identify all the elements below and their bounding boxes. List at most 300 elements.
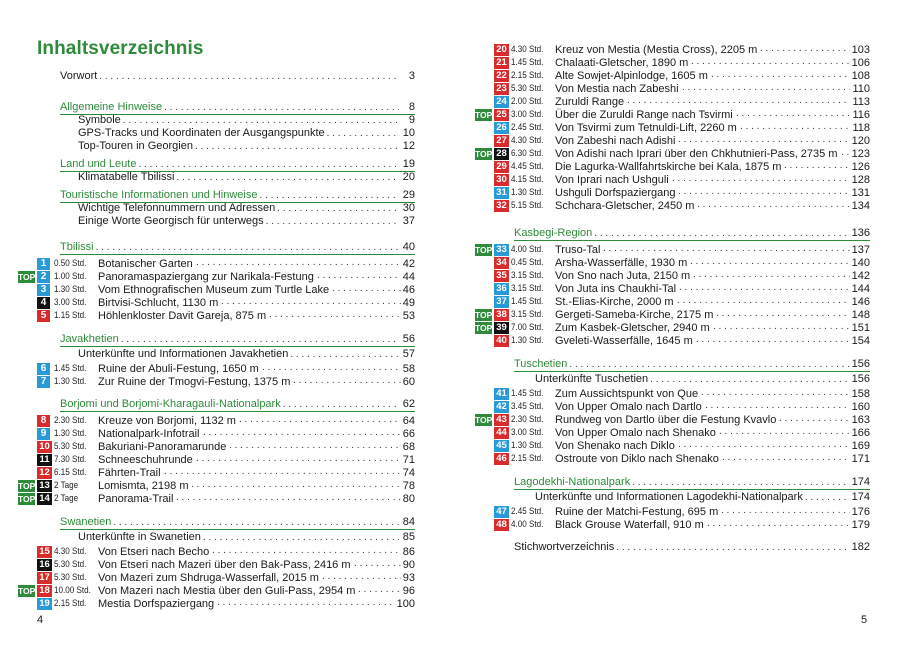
tour-number-badge: 37 bbox=[494, 296, 509, 308]
page-ref: 174 bbox=[851, 476, 870, 488]
tour-number-badge: 18 bbox=[37, 585, 52, 597]
tour-number-badge: 25 bbox=[494, 109, 509, 121]
leader-dots bbox=[96, 241, 399, 254]
leader-dots bbox=[779, 413, 850, 426]
tour-number-badge: 33 bbox=[494, 244, 509, 256]
tour-title: Von Etseri nach Mazeri über den Bak-Pass, 2416 m bbox=[98, 559, 351, 571]
tour-duration: 3.15 Std. bbox=[511, 270, 544, 281]
section-heading bbox=[514, 227, 870, 240]
toc-entry bbox=[535, 491, 870, 504]
leader-dots bbox=[677, 295, 850, 308]
tour-number-badge: 34 bbox=[494, 257, 509, 269]
toc-entry bbox=[78, 127, 415, 140]
tour-number-badge: 13 bbox=[37, 480, 52, 492]
tour-title: Gergeti-Sameba-Kirche, 2175 m bbox=[555, 309, 714, 321]
leader-dots bbox=[711, 69, 850, 82]
page-ref: 44 bbox=[402, 271, 415, 283]
tour-title: Von Upper Omalo nach Shenako bbox=[555, 427, 716, 439]
page-ref: 163 bbox=[851, 414, 870, 426]
section-title: Swanetien bbox=[60, 516, 112, 528]
page-ref: 148 bbox=[851, 309, 870, 321]
entry-title: Unterkünfte Tuschetien bbox=[535, 373, 649, 385]
tour-title: Nationalpark-Infotrail bbox=[98, 428, 200, 440]
section-heading bbox=[60, 158, 415, 171]
tour-duration: 2.15 Std. bbox=[511, 70, 544, 81]
leader-dots bbox=[679, 282, 850, 295]
page-ref: 126 bbox=[851, 161, 870, 173]
page-ref: 103 bbox=[851, 44, 870, 56]
tour-title: Zum Aussichtspunkt von Que bbox=[555, 388, 699, 400]
tour-duration: 2.45 Std. bbox=[511, 506, 544, 517]
section-heading bbox=[60, 333, 415, 346]
entry-title: Unterkünfte in Swanetien bbox=[78, 531, 201, 543]
tour-title: Vom Ethnografischen Museum zum Turtle Lake bbox=[98, 284, 330, 296]
tour-duration: 3.00 Std. bbox=[54, 297, 87, 308]
page-ref: 116 bbox=[852, 109, 870, 121]
tour-duration: 2.30 Std. bbox=[54, 415, 87, 426]
leader-dots bbox=[121, 333, 399, 346]
leader-dots bbox=[696, 334, 850, 347]
tour-number-badge: 17 bbox=[37, 572, 52, 584]
entry-title: Unterkünfte und Informationen Javakhetien bbox=[78, 348, 289, 360]
toc-title: Inhaltsverzeichnis bbox=[37, 38, 204, 59]
tour-title: Ostroute von Diklo nach Shenako bbox=[555, 453, 719, 465]
tour-number-badge: 16 bbox=[37, 559, 52, 571]
leader-dots bbox=[603, 243, 850, 256]
tour-entry bbox=[454, 200, 909, 213]
tour-number-badge: 44 bbox=[494, 427, 509, 439]
entry-title: Symbole bbox=[78, 114, 121, 126]
entry-title: Wichtige Telefonnummern und Adressen bbox=[78, 202, 276, 214]
tour-title: Schchara-Gletscher, 2450 m bbox=[555, 200, 695, 212]
top-tour-badge: TOP bbox=[18, 272, 36, 282]
tour-title: Von Upper Omalo nach Dartlo bbox=[555, 401, 702, 413]
tour-number-badge: 43 bbox=[494, 414, 509, 426]
section-heading bbox=[60, 516, 415, 529]
tour-number-badge: 1 bbox=[37, 258, 50, 270]
page-ref: 108 bbox=[851, 70, 870, 82]
leader-dots bbox=[736, 108, 850, 121]
toc-entry bbox=[514, 541, 870, 554]
page-number-right: 5 bbox=[861, 614, 868, 626]
page-ref: 37 bbox=[402, 215, 415, 227]
tour-number-badge: 21 bbox=[494, 57, 509, 69]
page-ref: 90 bbox=[402, 559, 415, 571]
tour-number-badge: 15 bbox=[37, 546, 52, 558]
tour-duration: 4.30 Std. bbox=[511, 44, 544, 55]
tour-duration: 1.45 Std. bbox=[511, 57, 544, 68]
tour-duration: 10.00 Std. bbox=[54, 585, 91, 596]
entry-title: Top-Touren in Georgien bbox=[78, 140, 193, 152]
tour-entry bbox=[454, 519, 909, 532]
tour-number-badge: 5 bbox=[37, 310, 50, 322]
toc-entry bbox=[78, 531, 415, 544]
leader-dots bbox=[260, 189, 400, 202]
tour-number-badge: 23 bbox=[494, 83, 509, 95]
tour-number-badge: 40 bbox=[494, 335, 509, 347]
section-title: Tuschetien bbox=[514, 358, 568, 370]
tour-title: Schneeschuhrunde bbox=[98, 454, 193, 466]
leader-dots bbox=[358, 584, 401, 597]
tour-duration: 4.30 Std. bbox=[511, 135, 544, 146]
tour-duration: 3.00 Std. bbox=[511, 109, 544, 120]
page-ref: 146 bbox=[851, 296, 870, 308]
tour-duration: 4.00 Std. bbox=[511, 244, 544, 255]
tour-duration: 3.15 Std. bbox=[511, 283, 544, 294]
page-ref: 120 bbox=[851, 135, 870, 147]
page-ref: 78 bbox=[402, 480, 415, 492]
tour-title: Kreuze von Borjomi, 1132 m bbox=[98, 415, 236, 427]
toc-entry bbox=[78, 348, 415, 361]
page-ref: 53 bbox=[402, 310, 415, 322]
section-title: Tbilissi bbox=[60, 241, 94, 253]
tour-duration: 2 Tage bbox=[54, 480, 79, 491]
tour-duration: 2.45 Std. bbox=[511, 122, 544, 133]
section-heading bbox=[514, 476, 870, 489]
tour-number-badge: 28 bbox=[494, 148, 509, 160]
leader-dots bbox=[138, 158, 399, 171]
tour-duration: 7.00 Std. bbox=[511, 322, 544, 333]
page-ref: 8 bbox=[408, 101, 415, 113]
page-ref: 20 bbox=[402, 171, 415, 183]
tour-title: Mestia Dorfspaziergang bbox=[98, 598, 215, 610]
page-ref: 110 bbox=[852, 83, 870, 95]
top-tour-badge: TOP bbox=[475, 110, 493, 120]
tour-duration: 1.30 Std. bbox=[54, 284, 87, 295]
tour-entry bbox=[454, 453, 909, 466]
page-ref: 71 bbox=[402, 454, 415, 466]
tour-title: Panoramaspaziergang zur Narikala-Festung bbox=[98, 271, 314, 283]
tour-title: Kreuz von Mestia (Mestia Cross), 2205 m bbox=[555, 44, 758, 56]
leader-dots bbox=[672, 173, 850, 186]
page-ref: 49 bbox=[402, 297, 415, 309]
leader-dots bbox=[283, 398, 399, 411]
leader-dots bbox=[239, 414, 401, 427]
leader-dots bbox=[290, 348, 399, 361]
leader-dots bbox=[164, 101, 399, 114]
tour-title: Panorama-Trail bbox=[98, 493, 174, 505]
page-ref: 42 bbox=[402, 258, 415, 270]
page-ref: 80 bbox=[402, 493, 415, 505]
tour-entry bbox=[0, 493, 454, 506]
section-title: Land und Leute bbox=[60, 158, 137, 170]
tour-duration: 1.30 Std. bbox=[54, 376, 87, 387]
leader-dots bbox=[266, 215, 399, 228]
page-ref: 85 bbox=[402, 531, 415, 543]
tour-number-badge: 19 bbox=[37, 598, 52, 610]
tour-duration: 1.45 Std. bbox=[511, 296, 544, 307]
tour-number-badge: 38 bbox=[494, 309, 509, 321]
tour-title: Birtvisi-Schlucht, 1130 m bbox=[98, 297, 219, 309]
entry-title: Vorwort bbox=[60, 70, 98, 82]
section-underline bbox=[60, 529, 415, 530]
tour-number-badge: 48 bbox=[494, 519, 509, 531]
tour-title: Ushguli Dorfspaziergang bbox=[555, 187, 676, 199]
tour-duration: 6.30 Std. bbox=[511, 148, 544, 159]
tour-title: Truso-Tal bbox=[555, 244, 601, 256]
section-title: Allgemeine Hinweise bbox=[60, 101, 163, 113]
tour-title: Von Iprari nach Ushguli bbox=[555, 174, 669, 186]
page-ref: 134 bbox=[851, 200, 870, 212]
tour-entry bbox=[454, 335, 909, 348]
tour-number-badge: 30 bbox=[494, 174, 509, 186]
leader-dots bbox=[701, 387, 850, 400]
page-ref: 156 bbox=[851, 373, 870, 385]
page-ref: 58 bbox=[402, 363, 415, 375]
page-ref: 12 bbox=[402, 140, 415, 152]
leader-dots bbox=[693, 269, 850, 282]
toc-entry bbox=[78, 202, 415, 215]
leader-dots bbox=[332, 283, 401, 296]
tour-title: Alte Sowjet-Alpinlodge, 1605 m bbox=[555, 70, 708, 82]
tour-duration: 2.15 Std. bbox=[54, 598, 87, 609]
page-ref: 123 bbox=[851, 148, 870, 160]
leader-dots bbox=[716, 308, 850, 321]
page-ref: 100 bbox=[396, 598, 415, 610]
tour-entry bbox=[0, 376, 454, 389]
top-tour-badge: TOP bbox=[475, 245, 493, 255]
section-heading bbox=[60, 241, 415, 254]
page-ref: 66 bbox=[402, 428, 415, 440]
page-ref: 131 bbox=[851, 187, 870, 199]
tour-title: Zuruldi Range bbox=[555, 96, 625, 108]
page-ref: 142 bbox=[851, 270, 870, 282]
tour-duration: 2.00 Std. bbox=[511, 96, 544, 107]
tour-title: Bakuriani-Panoramarunde bbox=[98, 441, 227, 453]
tour-duration: 2 Tage bbox=[54, 493, 79, 504]
page-ref: 68 bbox=[402, 441, 415, 453]
leader-dots bbox=[678, 134, 850, 147]
leader-dots bbox=[262, 362, 401, 375]
tour-title: Chalaati-Gletscher, 1890 m bbox=[555, 57, 689, 69]
leader-dots bbox=[229, 440, 401, 453]
page-ref: 74 bbox=[402, 467, 415, 479]
leader-dots bbox=[123, 114, 399, 127]
tour-duration: 4.15 Std. bbox=[511, 174, 544, 185]
page-ref: 166 bbox=[851, 427, 870, 439]
tour-title: Von Adishi nach Iprari über den Chkhutnieri-Pass, 2735 m bbox=[555, 148, 838, 160]
tour-title: Arsha-Wasserfälle, 1930 m bbox=[555, 257, 688, 269]
leader-dots bbox=[99, 70, 399, 83]
page-ref: 179 bbox=[851, 519, 870, 531]
leader-dots bbox=[196, 257, 401, 270]
tour-number-badge: 27 bbox=[494, 135, 509, 147]
tour-number-badge: 12 bbox=[37, 467, 52, 479]
page-ref: 113 bbox=[852, 96, 870, 108]
tour-duration: 1.15 Std. bbox=[54, 310, 87, 321]
leader-dots bbox=[740, 121, 850, 134]
page-ref: 64 bbox=[402, 415, 415, 427]
toc-entry bbox=[60, 70, 415, 83]
tour-number-badge: 35 bbox=[494, 270, 509, 282]
top-tour-badge: TOP bbox=[18, 481, 36, 491]
top-tour-badge: TOP bbox=[18, 494, 36, 504]
tour-duration: 5.30 Std. bbox=[54, 572, 87, 583]
tour-number-badge: 31 bbox=[494, 187, 509, 199]
leader-dots bbox=[722, 452, 850, 465]
leader-dots bbox=[713, 321, 850, 334]
page-ref: 144 bbox=[851, 283, 870, 295]
leader-dots bbox=[627, 95, 850, 108]
leader-dots bbox=[841, 147, 850, 160]
tour-number-badge: 39 bbox=[494, 322, 509, 334]
page-ref: 174 bbox=[851, 491, 870, 503]
tour-duration: 3.00 Std. bbox=[511, 427, 544, 438]
tour-duration: 4.30 Std. bbox=[54, 546, 87, 557]
tour-title: Von Mazeri zum Shdruga-Wasserfall, 2015 m bbox=[98, 572, 319, 584]
page-ref: 137 bbox=[851, 244, 870, 256]
tour-duration: 2.30 Std. bbox=[511, 414, 544, 425]
leader-dots bbox=[269, 309, 401, 322]
leader-dots bbox=[691, 56, 850, 69]
leader-dots bbox=[317, 270, 401, 283]
tour-number-badge: 46 bbox=[494, 453, 509, 465]
tour-title: Von Tsvirmi zum Tetnuldi-Lift, 2260 m bbox=[555, 122, 737, 134]
entry-title: GPS-Tracks und Koordinaten der Ausgangspunkte bbox=[78, 127, 325, 139]
leader-dots bbox=[632, 476, 849, 489]
tour-duration: 1.30 Std. bbox=[511, 187, 544, 198]
tour-number-badge: 20 bbox=[494, 44, 509, 56]
tour-duration: 2.15 Std. bbox=[511, 453, 544, 464]
page-ref: 140 bbox=[851, 257, 870, 269]
leader-dots bbox=[719, 426, 850, 439]
page-ref: 40 bbox=[402, 241, 415, 253]
section-underline bbox=[60, 411, 415, 412]
page-ref: 171 bbox=[851, 453, 870, 465]
leader-dots bbox=[594, 227, 849, 240]
tour-number-badge: 29 bbox=[494, 161, 509, 173]
page-number-left: 4 bbox=[37, 614, 44, 626]
page-ref: 176 bbox=[851, 506, 870, 518]
leader-dots bbox=[705, 400, 850, 413]
leader-dots bbox=[176, 492, 401, 505]
tour-title: Rundweg von Dartlo über die Festung Kvavlo bbox=[555, 414, 777, 426]
page-ref: 46 bbox=[402, 284, 415, 296]
leader-dots bbox=[191, 479, 401, 492]
page-ref: 56 bbox=[402, 333, 415, 345]
page-ref: 84 bbox=[402, 516, 415, 528]
tour-title: Von Sno nach Juta, 2150 m bbox=[555, 270, 691, 282]
tour-number-badge: 36 bbox=[494, 283, 509, 295]
leader-dots bbox=[322, 571, 401, 584]
tour-title: Von Zabeshi nach Adishi bbox=[555, 135, 676, 147]
leader-dots bbox=[569, 358, 849, 371]
section-underline bbox=[514, 240, 870, 241]
section-title: Javakhetien bbox=[60, 333, 119, 345]
tour-number-badge: 9 bbox=[37, 428, 50, 440]
tour-title: Botanischer Garten bbox=[98, 258, 193, 270]
leader-dots bbox=[616, 541, 849, 554]
tour-duration: 5.30 Std. bbox=[511, 83, 544, 94]
section-heading bbox=[514, 358, 870, 371]
leader-dots bbox=[760, 43, 850, 56]
tour-number-badge: 45 bbox=[494, 440, 509, 452]
page-ref: 9 bbox=[408, 114, 415, 126]
top-tour-badge: TOP bbox=[475, 310, 493, 320]
leader-dots bbox=[164, 466, 401, 479]
page-ref: 106 bbox=[851, 57, 870, 69]
toc-entry bbox=[78, 215, 415, 228]
page-ref: 60 bbox=[402, 376, 415, 388]
tour-number-badge: 3 bbox=[37, 284, 50, 296]
tour-number-badge: 24 bbox=[494, 96, 509, 108]
leader-dots bbox=[784, 160, 850, 173]
page-ref: 86 bbox=[402, 546, 415, 558]
toc-entry bbox=[78, 114, 415, 127]
leader-dots bbox=[203, 531, 399, 544]
page-ref: 160 bbox=[851, 401, 870, 413]
tour-title: Von Juta ins Chaukhi-Tal bbox=[555, 283, 677, 295]
tour-duration: 1.30 Std. bbox=[54, 428, 87, 439]
tour-duration: 1.45 Std. bbox=[54, 363, 87, 374]
page-ref: 136 bbox=[851, 227, 870, 239]
leader-dots bbox=[195, 140, 399, 153]
section-underline bbox=[514, 371, 870, 372]
section-title: Touristische Informationen und Hinweise bbox=[60, 189, 258, 201]
tour-number-badge: 11 bbox=[37, 454, 52, 466]
tour-entry bbox=[0, 598, 454, 611]
section-title: Borjomi und Borjomi-Kharagauli-Nationalpark bbox=[60, 398, 281, 410]
leader-dots bbox=[354, 558, 401, 571]
tour-duration: 1.45 Std. bbox=[511, 388, 544, 399]
tour-title: Zum Kasbek-Gletscher, 2940 m bbox=[555, 322, 710, 334]
leader-dots bbox=[221, 296, 401, 309]
toc-entry bbox=[535, 373, 870, 386]
leader-dots bbox=[113, 516, 399, 529]
leader-dots bbox=[707, 518, 850, 531]
page-ref: 118 bbox=[852, 122, 870, 134]
tour-number-badge: 41 bbox=[494, 388, 509, 400]
page-ref: 151 bbox=[851, 322, 870, 334]
leader-dots bbox=[678, 186, 850, 199]
leader-dots bbox=[176, 171, 399, 184]
tour-duration: 4.45 Std. bbox=[511, 161, 544, 172]
leader-dots bbox=[212, 545, 401, 558]
tour-duration: 3.15 Std. bbox=[511, 309, 544, 320]
page-ref: 10 bbox=[402, 127, 415, 139]
section-title: Lagodekhi-Nationalpark bbox=[514, 476, 631, 488]
tour-duration: 4.00 Std. bbox=[511, 519, 544, 530]
tour-title: Über die Zuruldi Range nach Tsvirmi bbox=[555, 109, 733, 121]
tour-duration: 7.30 Std. bbox=[54, 454, 87, 465]
leader-dots bbox=[217, 597, 395, 610]
tour-title: Black Grouse Waterfall, 910 m bbox=[555, 519, 704, 531]
section-underline bbox=[60, 254, 415, 255]
page-ref: 3 bbox=[408, 70, 415, 82]
tour-title: Zur Ruine der Tmogvi-Festung, 1375 m bbox=[98, 376, 291, 388]
page-ref: 154 bbox=[851, 335, 870, 347]
top-tour-badge: TOP bbox=[475, 415, 493, 425]
entry-title: Klimatabelle Tbilissi bbox=[78, 171, 175, 183]
tour-number-badge: 10 bbox=[37, 441, 52, 453]
tour-number-badge: 32 bbox=[494, 200, 509, 212]
tour-title: Von Shenako nach Diklo bbox=[555, 440, 675, 452]
tour-title: Lomismta, 2198 m bbox=[98, 480, 189, 492]
tour-number-badge: 6 bbox=[37, 363, 50, 375]
tour-number-badge: 22 bbox=[494, 70, 509, 82]
toc-entry bbox=[78, 140, 415, 153]
tour-duration: 1.00 Std. bbox=[54, 271, 87, 282]
page-ref: 93 bbox=[402, 572, 415, 584]
tour-duration: 6.15 Std. bbox=[54, 467, 87, 478]
tour-title: Von Mestia nach Zabeshi bbox=[555, 83, 679, 95]
tour-number-badge: 26 bbox=[494, 122, 509, 134]
page-ref: 96 bbox=[402, 585, 415, 597]
entry-title: Einige Worte Georgisch für unterwegs bbox=[78, 215, 264, 227]
tour-duration: 3.45 Std. bbox=[511, 401, 544, 412]
leader-dots bbox=[277, 202, 399, 215]
leader-dots bbox=[678, 439, 850, 452]
